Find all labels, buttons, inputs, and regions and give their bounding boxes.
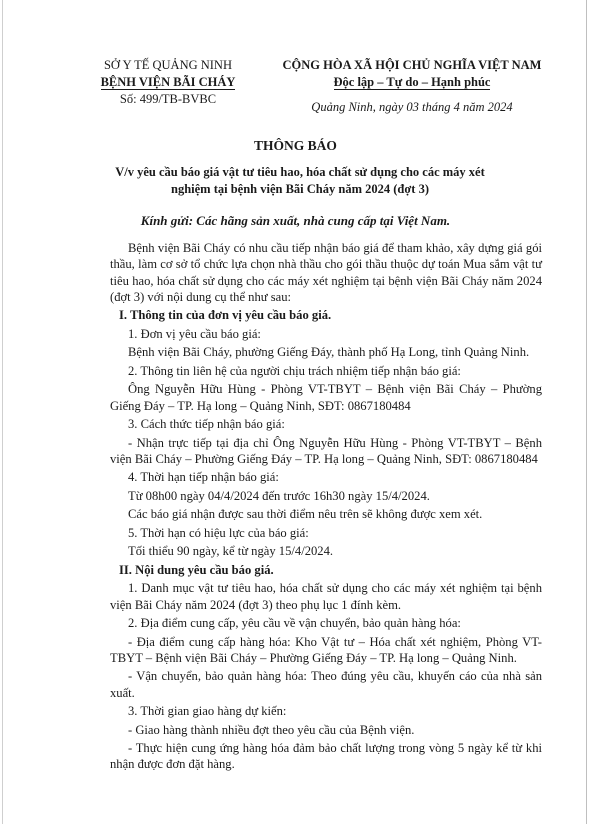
intro-paragraph: Bệnh viện Bãi Cháy có nhu cầu tiếp nhận báo giá để tham khảo, xây dựng giá gói thầu, làm cơ sở tổ chức lựa chọn nhà thầu cho gói thầu thuộc dự toán Mua sắm vật tư tiêu hao, hóa chất sử dụng cho các máy xét nghiệm tại bệnh viện Bãi Cháy năm 2024 (đợt 3) với nội dung cụ thể như sau: — [110, 241, 542, 304]
body-paragraph: - Giao hàng thành nhiều đợt theo yêu cầu của Bệnh viện. — [128, 722, 415, 737]
body-paragraph: 3. Thời gian giao hàng dự kiến: — [128, 704, 287, 719]
recipient-line: Kính gửi: Các hãng sản xuất, nhà cung cấp tại Việt Nam. — [140, 213, 451, 228]
body-paragraph: 1. Đơn vị yêu cầu báo giá: — [128, 326, 261, 341]
document-title: THÔNG BÁO — [254, 138, 337, 153]
country-name: CỘNG HÒA XÃ HỘI CHỦ NGHĨA VIỆT NAM — [282, 58, 542, 72]
body-paragraph: Tối thiểu 90 ngày, kể từ ngày 15/4/2024. — [128, 544, 334, 559]
body-paragraph: 1. Danh mục vật tư tiêu hao, hóa chất sử dụng cho các máy xét nghiệm tại bệnh viện Bãi Cháy năm 2024 (đợt 3) theo phụ lục 1 đính kèm. — [110, 581, 542, 612]
section-heading: II. Nội dung yêu cầu báo giá. — [119, 562, 274, 577]
body-paragraph: Các báo giá nhận được sau thời điểm nêu trên sẽ không được xem xét. — [128, 507, 483, 522]
body-paragraph: 3. Cách thức tiếp nhận báo giá: — [128, 417, 285, 432]
section-heading: I. Thông tin của đơn vị yêu cầu báo giá. — [119, 308, 332, 323]
body-paragraph: - Địa điểm cung cấp hàng hóa: Kho Vật tư – Hóa chất xét nghiệm, Phòng VT-TBYT – Bệnh viện Bãi Cháy – Phường Giếng Đáy – TP. Hạ long – Quảng Ninh. — [110, 634, 542, 665]
page-edge-left — [2, 0, 3, 824]
document-number: Số: 499/TB-BVBC — [119, 92, 217, 106]
body-paragraph: 5. Thời hạn có hiệu lực của báo giá: — [128, 525, 309, 540]
body-paragraph: 2. Thông tin liên hệ của người chịu trách nhiệm tiếp nhận báo giá: — [128, 363, 461, 378]
document-body — [110, 240, 542, 775]
body-paragraph: Ông Nguyễn Hữu Hùng - Phòng VT-TBYT – Bệnh viện Bãi Cháy – Phường Giếng Đáy – TP. Hạ long – Quảng Ninh, SĐT: 0867180484 — [110, 382, 542, 413]
body-paragraph: Bệnh viện Bãi Cháy, phường Giếng Đáy, thành phố Hạ Long, tỉnh Quảng Ninh. — [128, 345, 530, 360]
issue-date: Quảng Ninh, ngày 03 tháng 4 năm 2024 — [311, 100, 513, 114]
agency-name: SỞ Y TẾ QUẢNG NINH — [103, 58, 232, 72]
body-paragraph: - Nhận trực tiếp tại địa chỉ Ông Nguyễn Hữu Hùng - Phòng VT-TBYT – Bệnh viện Bãi Cháy – Phường Giếng Đáy – TP. Hạ long – Quảng Ninh, SĐT: 0867180484 — [110, 435, 542, 466]
body-paragraph: 2. Địa điểm cung cấp, yêu cầu về vận chuyển, bảo quản hàng hóa: — [128, 616, 461, 631]
agency-header — [88, 57, 248, 108]
body-paragraph: Từ 08h00 ngày 04/4/2024 đến trước 16h30 ngày 15/4/2024. — [128, 488, 430, 503]
body-paragraph: - Vận chuyển, bảo quản hàng hóa: Theo đúng yêu cầu, khuyến cáo của nhà sản xuất. — [110, 669, 542, 700]
national-motto: Độc lập – Tự do – Hạnh phúc — [333, 75, 491, 89]
body-paragraph: - Thực hiện cung ứng hàng hóa đảm bảo chất lượng trong vòng 5 ngày kể từ khi nhận được đơn đặt hàng. — [110, 741, 542, 772]
page-edge-right — [586, 0, 587, 824]
document-subject: V/v yêu cầu báo giá vật tư tiêu hao, hóa chất sử dụng cho các máy xét nghiệm tại bệnh viện Bãi Cháy năm 2024 (đợt 3) — [115, 165, 485, 196]
national-header — [262, 57, 562, 116]
hospital-name: BỆNH VIỆN BÃI CHÁY — [100, 75, 236, 89]
body-paragraph: 4. Thời hạn tiếp nhận báo giá: — [128, 470, 279, 485]
